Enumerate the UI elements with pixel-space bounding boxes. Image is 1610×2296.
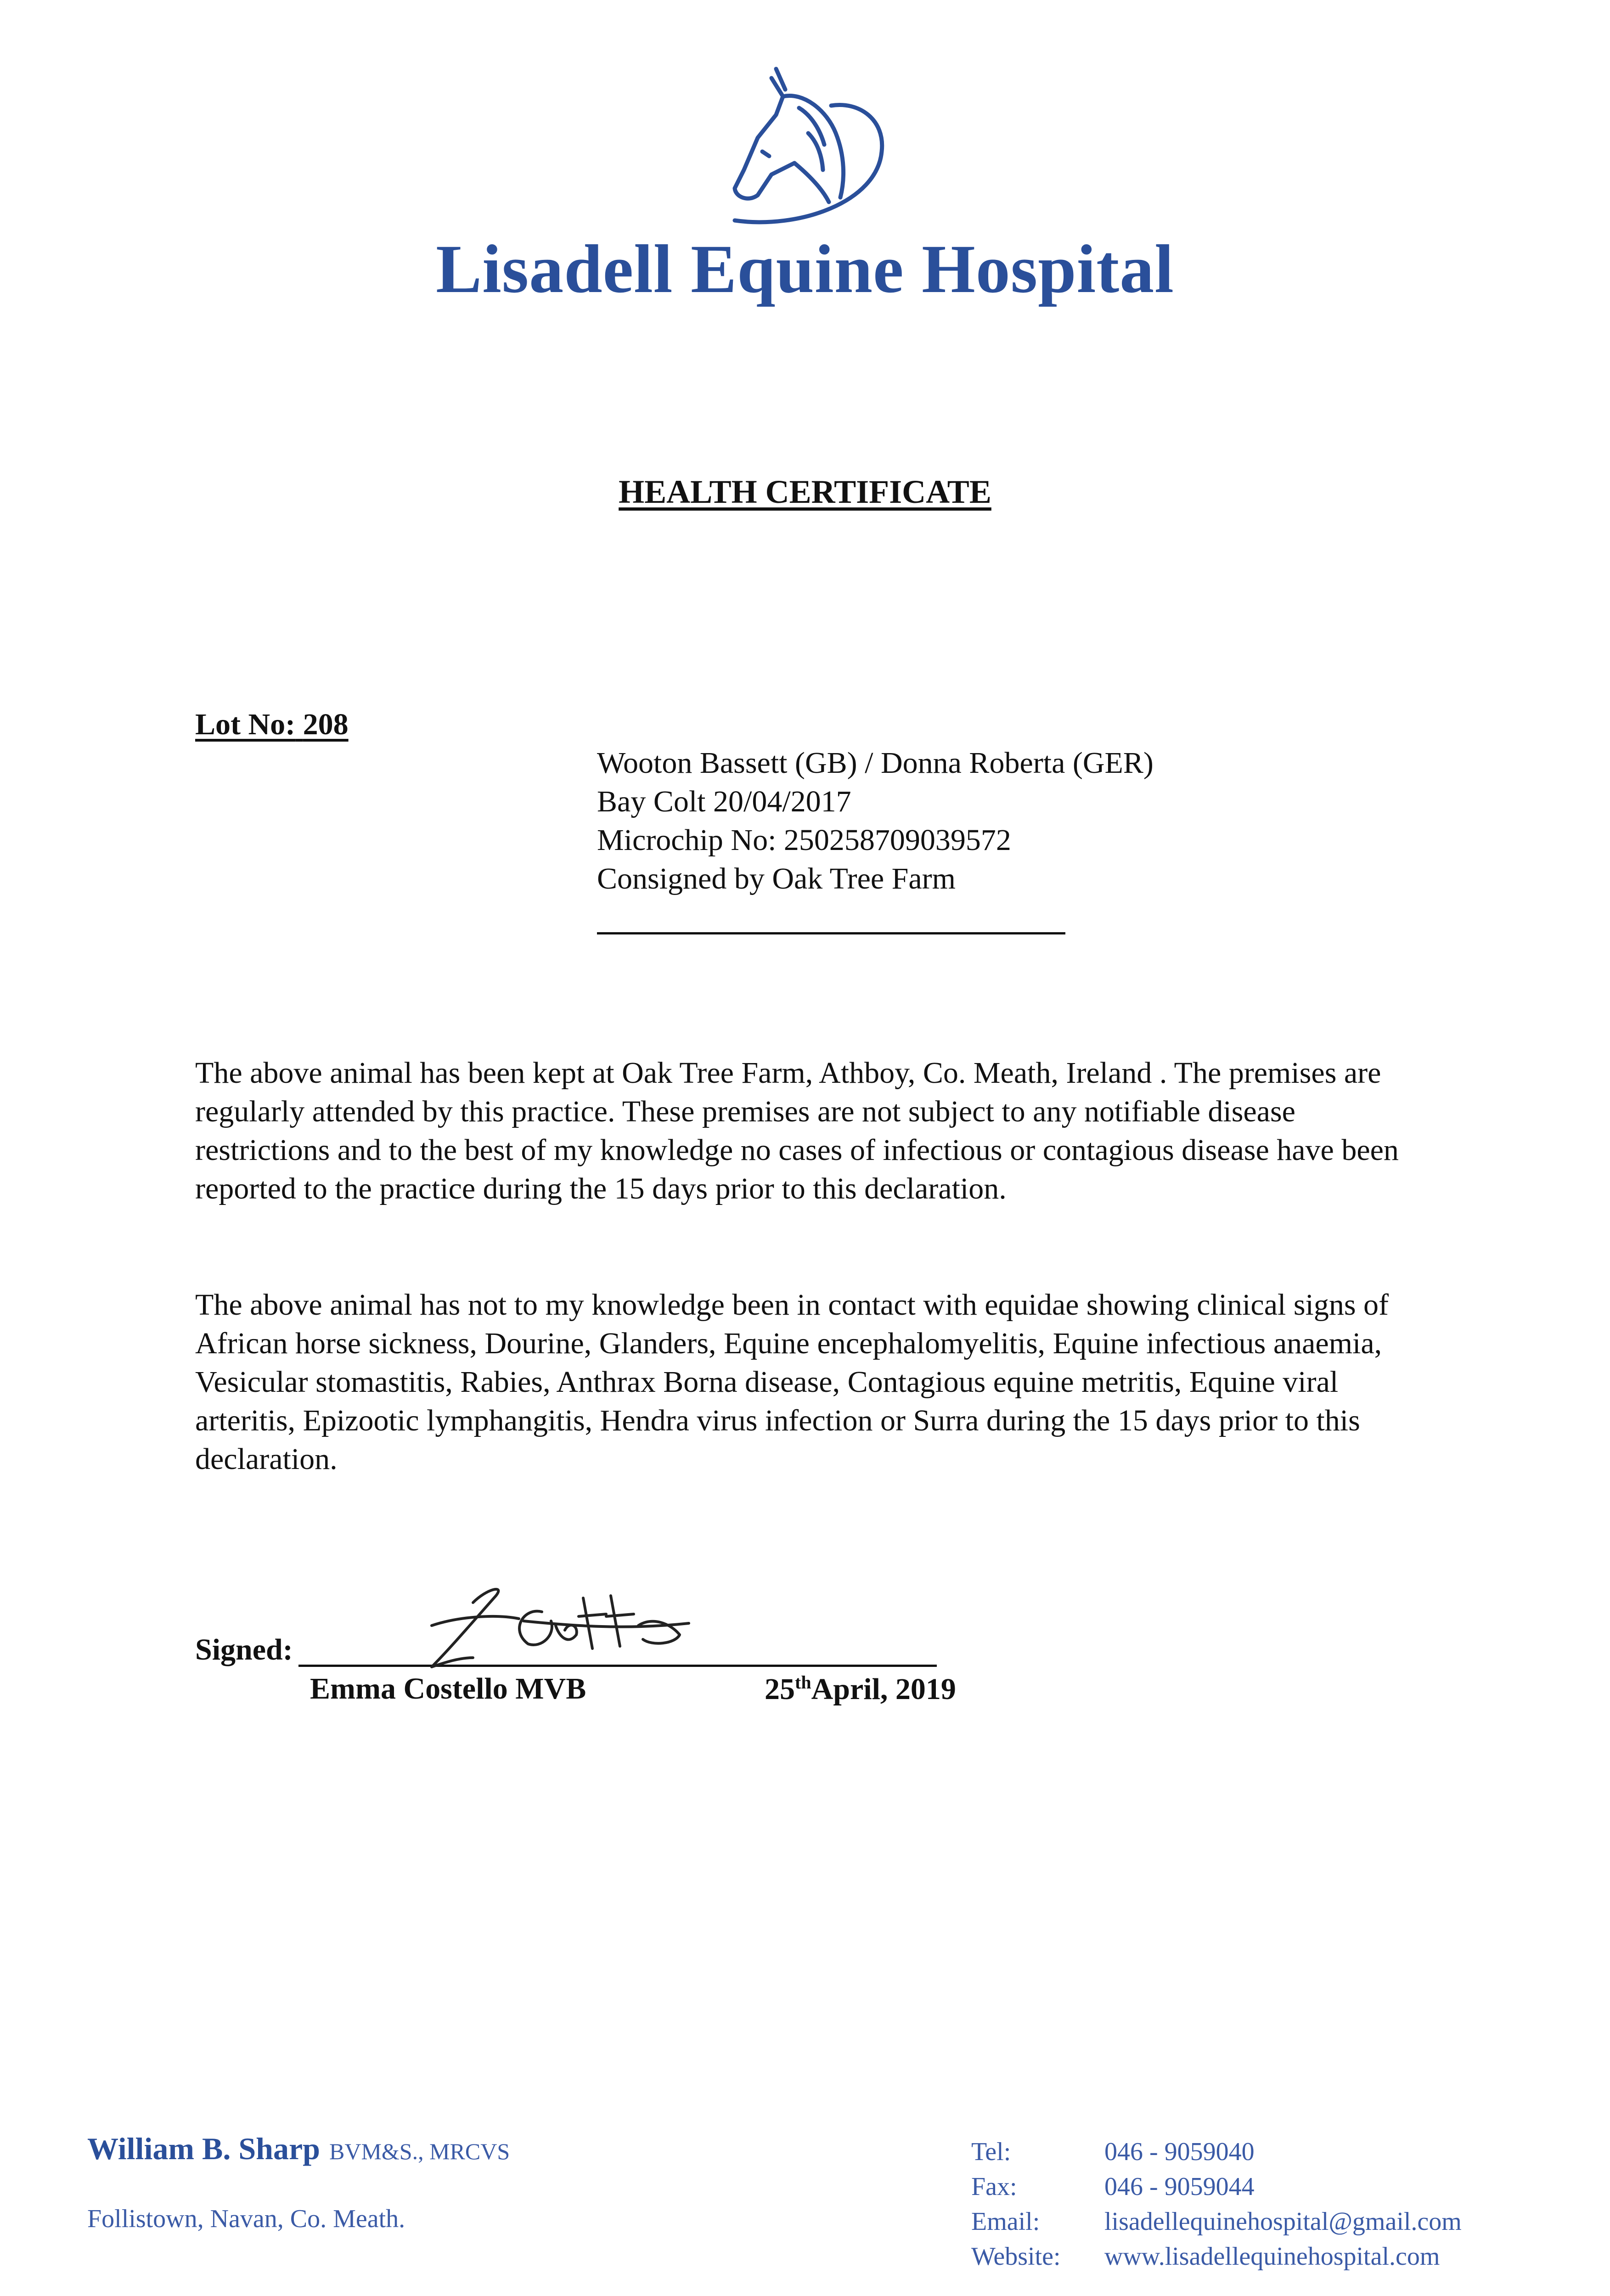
- certificate-heading: HEALTH CERTIFICATE: [619, 473, 991, 510]
- contact-value: lisadellequinehospital@gmail.com: [1104, 2207, 1462, 2236]
- horse-details: [597, 744, 1154, 898]
- date-suffix: th: [795, 1672, 811, 1693]
- vet-name-text: William B. Sharp: [87, 2131, 320, 2166]
- contact-label: Fax:: [971, 2172, 1017, 2201]
- contact-label: Email:: [971, 2207, 1040, 2236]
- details-divider: [597, 932, 1065, 934]
- contact-value: www.lisadellequinehospital.com: [1104, 2242, 1440, 2271]
- horse-description: Bay Colt 20/04/2017: [597, 785, 851, 818]
- contact-fax: [971, 2169, 1462, 2204]
- contact-label: Website:: [971, 2242, 1061, 2271]
- disease-contact-declaration: The above animal has not to my knowledge been in contact with equidae showing clinical signs of African horse sickness, Dourine, Glanders, Equine encephalomyelitis, Equine infectious anaemia, Vesicular stomastitis, Rabies, Anthrax Borna disease, Contagious equine metritis, Equine viral arteritis, Epizootic lymphangitis, Hendra virus infection or Surra during the 15 days prior to this declaration.: [195, 1288, 1389, 1476]
- date-day: 25: [765, 1672, 795, 1706]
- horse-head-icon: [707, 64, 900, 230]
- signer-name: Emma Costello MVB: [310, 1672, 586, 1705]
- practice-address: Follistown, Navan, Co. Meath.: [87, 2205, 405, 2233]
- vet-qualifications: BVM&S., MRCVS: [329, 2138, 510, 2164]
- lot-label: Lot No:: [195, 708, 296, 741]
- lot-value: 208: [303, 708, 349, 741]
- contact-value: 046 - 9059044: [1104, 2172, 1255, 2201]
- premises-declaration: The above animal has been kept at Oak Tree Farm, Athboy, Co. Meath, Ireland . The premises are regularly attended by this practice. These premises are not subject to any notifiable disease restrictions and to the best of my knowledge no cases of infectious or contagious disease have been reported to the practice during the 15 days prior to this declaration.: [195, 1056, 1399, 1205]
- lot-number: [195, 707, 349, 742]
- contact-website: [971, 2239, 1462, 2274]
- horse-pedigree: Wooton Bassett (GB) / Donna Roberta (GER): [597, 746, 1154, 780]
- vet-name: [87, 2131, 510, 2167]
- handwritten-signature: [404, 1570, 698, 1676]
- contact-details: [971, 2134, 1462, 2274]
- signature-date: [765, 1671, 956, 1707]
- microchip-number: Microchip No: 250258709039572: [597, 823, 1011, 857]
- contact-value: 046 - 9059040: [1104, 2138, 1255, 2166]
- date-month-year: April, 2019: [811, 1672, 956, 1706]
- contact-email: [971, 2204, 1462, 2239]
- consignor: Consigned by Oak Tree Farm: [597, 862, 956, 895]
- signed-label: Signed:: [195, 1633, 293, 1666]
- contact-label: Tel:: [971, 2138, 1011, 2166]
- contact-tel: [971, 2134, 1462, 2169]
- hospital-title: Lisadell Equine Hospital: [436, 231, 1174, 307]
